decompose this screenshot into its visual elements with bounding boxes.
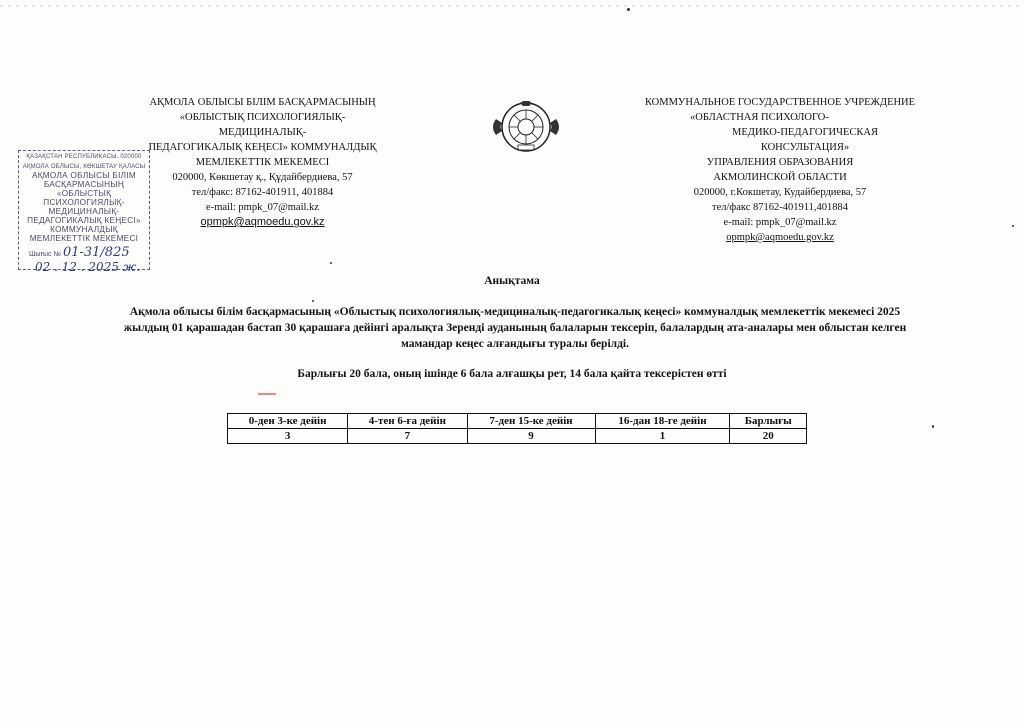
scan-speck [627,8,630,11]
header-right-line-3: МЕДИКО-ПЕДАГОГИЧЕСКАЯ [732,127,878,138]
header-right-line-5: УПРАВЛЕНИЯ ОБРАЗОВАНИЯ [706,157,854,168]
stamp-date-value: 02 . 12 . 2025 ж. [35,260,141,274]
paragraph-line-1: Ақмола облысы білім басқармасының «Облыстық психологиялық-медициналық-педагогикалық кеңесі» коммуналдық мемлекеттік мекемесі 2025 [129,306,901,318]
document-summary: Барлығы 20 бала, оның ішінде 6 бала алғашқы рет, 14 бала қайта тексерістен өтті [297,368,727,380]
header-left-line-7: тел/факс: 87162-401911, 401884 [191,187,334,198]
table-cell: 7 [348,429,467,444]
header-right-line-2: «ОБЛАСТНАЯ ПСИХОЛОГО- [690,112,829,123]
paragraph-line-3: мамандар кеңес алғандығы туралы берілді. [401,338,629,350]
scan-speck [330,262,332,264]
paragraph-line-2: жылдың 01 қарашадан бастап 30 қарашаға дейінгі аралықта Зеренді ауданының балаларын тексеріп, балалардың ата-аналары мен облыстан келген [123,322,907,334]
table-header-cell: 0-ден 3-ке дейін [228,414,348,429]
header-left-line-8: e-mail: pmpk_07@mail.kz [206,202,319,213]
age-group-table [227,413,807,444]
stamp-line-5: ПСИХОЛОГИЯЛЫҚ- [43,198,125,207]
header-left-line-5: МЕМЛЕКЕТТІК МЕКЕМЕСІ [195,157,330,168]
red-pen-mark [258,393,276,395]
scan-speck [1012,225,1014,227]
table-cell: 1 [595,429,730,444]
table-header-cell: 7-ден 15-ке дейін [467,414,595,429]
stamp-line-4: БАСҚАРМАСЫНЫҢ «ОБЛЫСТЫҚ [43,180,125,198]
table-header-cell: Барлығы [730,414,807,429]
header-left-email-link[interactable]: opmpk@aqmoedu.gov.kz [200,216,325,228]
stamp-line-2: АҚМОЛА ОБЛЫСЫ, КӨКШЕТАУ ҚАЛАСЫ [22,164,146,170]
header-left-line-1: АҚМОЛА ОБЛЫСЫ БІЛІМ БАСҚАРМАСЫНЫҢ [149,97,376,108]
scan-top-edge [0,0,1024,14]
stamp-line-9: МЕМЛЕКЕТТІК МЕКЕМЕСІ [29,234,139,243]
outgoing-registration-stamp [18,150,150,274]
table-cell: 20 [730,429,807,444]
header-right-russian [630,95,930,245]
table-header-cell: 16-дан 18-ге дейін [595,414,730,429]
document-title: Анықтама [484,275,540,287]
header-left-line-4: ПЕДАГОГИКАЛЫҚ КЕҢЕСІ» КОММУНАЛДЫҚ [148,142,377,153]
stamp-number-value: 01-31/825 [62,245,130,260]
table-cell: 9 [467,429,595,444]
header-right-email-link[interactable]: opmpk@aqmoedu.gov.kz [726,232,834,243]
header-right-line-9: e-mail: pmpk_07@mail.kz [723,217,837,228]
table-header-row [228,414,807,429]
stamp-line-8: КОММУНАЛДЫҚ [50,225,118,234]
table-row [228,429,807,444]
stamp-line-1: ҚАЗАҚСТАН РЕСПУБЛИКАСЫ, 020000 [26,154,142,160]
table-cell: 3 [228,429,348,444]
table-header-cell: 4-тен 6-ға дейін [348,414,467,429]
header-left-kazakh [130,95,395,230]
stamp-line-6: МЕДИЦИНАЛЫҚ- [48,207,120,216]
document-body-paragraph [115,304,915,352]
scan-speck [312,300,314,302]
stamp-number-label: Шығыс № [29,251,61,258]
header-right-line-7: 020000, г.Кокшетау, Кудайбердиева, 57 [693,187,867,198]
stamp-line-3: АҚМОЛА ОБЛЫСЫ БІЛІМ [31,171,137,180]
header-left-line-2: «ОБЛЫСТЫҚ ПСИХОЛОГИЯЛЫҚ- [179,112,346,123]
header-right-line-6: АКМОЛИНСКОЙ ОБЛАСТИ [713,172,847,183]
header-right-line-1: КОММУНАЛЬНОЕ ГОСУДАРСТВЕННОЕ УЧРЕЖДЕНИЕ [644,97,916,108]
header-right-line-8: тел/факс 87162-401911,401884 [712,202,848,213]
header-left-line-6: 020000, Көкшетау қ., Құдайбердиева, 57 [172,172,353,183]
state-emblem-icon [488,101,564,153]
scan-speck [932,425,934,428]
header-left-line-3: МЕДИЦИНАЛЫҚ- [218,127,307,138]
header-right-line-4: КОНСУЛЬТАЦИЯ» [760,142,850,153]
stamp-line-7: ПЕДАГОГИКАЛЫҚ КЕҢЕСІ» [27,216,141,225]
